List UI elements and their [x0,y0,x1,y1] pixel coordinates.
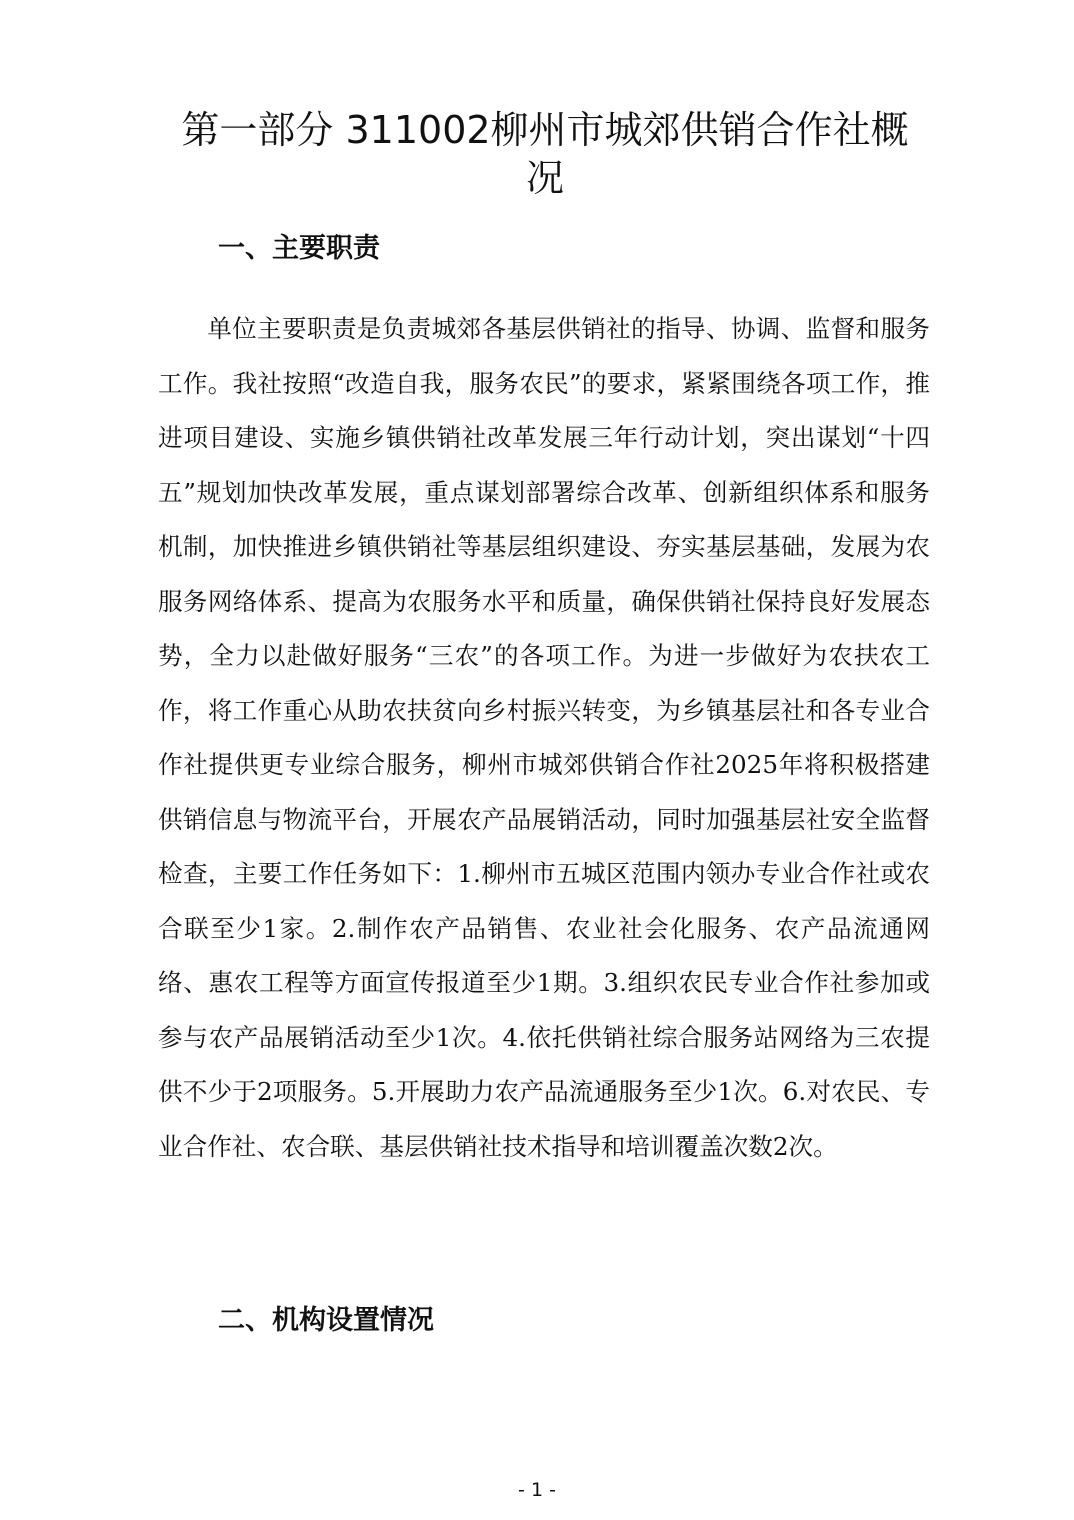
section-heading-main-duties: 一、主要职责 [218,233,380,264]
section-heading-organization: 二、机构设置情况 [218,1305,434,1336]
main-duties-paragraph: 单位主要职责是负责城郊各基层供销社的指导、协调、监督和服务工作。我社按照“改造自我，服务农民”的要求，紧紧围绕各项工作，推进项目建设、实施乡镇供销社改革发展三年行动计划，突出谋划“十四五”规划加快改革发展，重点谋划部署综合改革、创新组织体系和服务机制，加快推进乡镇供销社等基层组织建设、夯实基层基础，发展为农服务网络体系、提高为农服务水平和质量，确保供销社保持良好发展态势，全力以赴做好服务“三农”的各项工作。为进一步做好为农扶农工作，将工作重心从助农扶贫向乡村振兴转变，为乡镇基层社和各专业合作社提供更专业综合服务，柳州市城郊供销合作社2025年将积极搭建供销信息与物流平台，开展农产品展销活动，同时加强基层社安全监督检查，主要工作任务如下：1.柳州市五城区范围内领办专业合作社或农合联至少1家。2.制作农产品销售、农业社会化服务、农产品流通网络、惠农工程等方面宣传报道至少1期。3.组织农民专业合作社参加或参与农产品展销活动至少1次。4.依托供销社综合服务站网络为三农提供不少于2项服务。5.开展助力农产品流通服务至少1次。6.对农民、专业合作社、农合联、基层供销社技术指导和培训覆盖次数2次。 [158,314,930,1161]
page-title: 第一部分 311002柳州市城郊供销合作社概况 [181,108,909,200]
page-number: - 1 - [518,1479,556,1501]
